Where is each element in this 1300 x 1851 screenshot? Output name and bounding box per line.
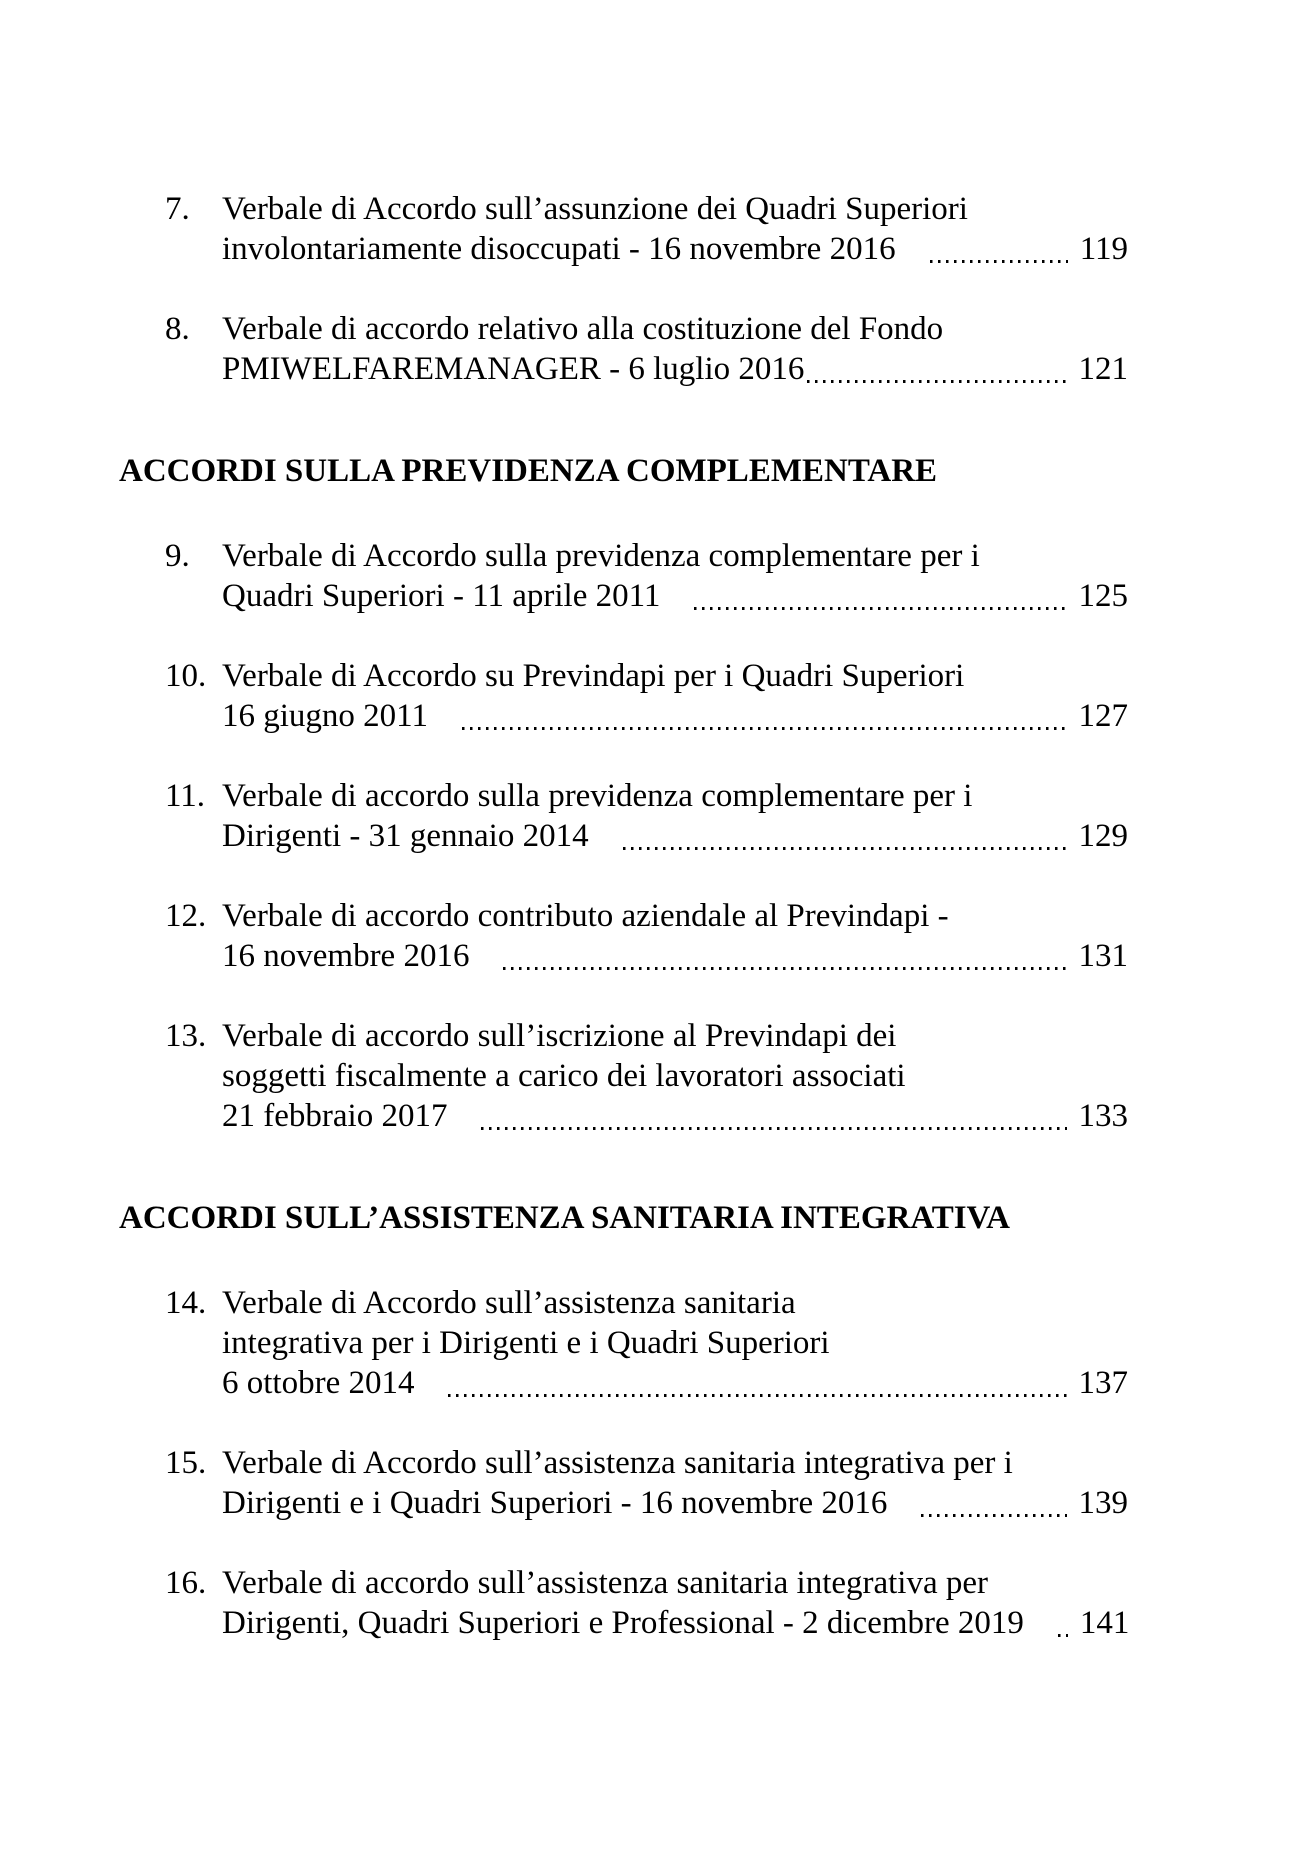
toc-entry-line: Verbale di Accordo sull’assistenza sanitaria integrativa per i [222, 1445, 1013, 1481]
toc-entry-line: Verbale di Accordo sull’assunzione dei Quadri Superiori [222, 191, 968, 227]
toc-page-number: 139 [1078, 1485, 1128, 1521]
toc-dot-leader [448, 1394, 1066, 1397]
toc-entry [119, 309, 1128, 389]
toc-page-number: 141 [1079, 1605, 1130, 1641]
toc-entry [119, 1563, 1128, 1643]
toc-entry [119, 189, 1128, 269]
toc-entry [119, 776, 1128, 856]
section-heading: ACCORDI SULLA PREVIDENZA COMPLEMENTARE [119, 453, 938, 489]
toc-entry-last-line [222, 576, 1128, 616]
toc-page-number: 129 [1078, 818, 1128, 854]
toc-page-number: 131 [1078, 938, 1128, 974]
toc-dot-leader [921, 1514, 1066, 1517]
toc-dot-leader [1058, 1634, 1068, 1637]
toc-entry [119, 1016, 1128, 1136]
toc-entry-last-line [222, 816, 1128, 856]
toc-dot-leader [503, 967, 1066, 970]
toc-page-number: 119 [1079, 231, 1128, 267]
toc-entry-line: 16 giugno 2011 [222, 698, 428, 734]
toc-entry-number: 13. [165, 1018, 207, 1054]
toc-entry [119, 536, 1128, 616]
toc-entry-number: 16. [165, 1565, 207, 1601]
toc-entry-line: Verbale di accordo sulla previdenza complementare per i [222, 778, 973, 814]
toc-entry-line: Verbale di accordo contributo aziendale al Previndapi - [222, 898, 949, 934]
toc-entry-line: Dirigenti e i Quadri Superiori - 16 novembre 2016 [222, 1485, 888, 1521]
toc-entry-line: Verbale di Accordo sull’assistenza sanitaria [222, 1285, 796, 1321]
toc-entry-line: PMIWELFAREMANAGER - 6 luglio 2016 [222, 351, 805, 387]
toc-entry-line: 16 novembre 2016 [222, 938, 470, 974]
toc-entry-last-line [222, 349, 1128, 389]
toc-entry-number: 9. [165, 538, 190, 574]
toc-entry-line: 21 febbraio 2017 [222, 1098, 448, 1134]
toc-dot-leader [807, 380, 1066, 383]
toc-entry-number: 8. [165, 311, 190, 347]
toc-page-number: 125 [1078, 578, 1128, 614]
toc-entry-line: Verbale di Accordo su Previndapi per i Quadri Superiori [222, 658, 965, 694]
toc-entry [119, 896, 1128, 976]
toc-entry-line: Quadri Superiori - 11 aprile 2011 [222, 578, 661, 614]
toc-entry-line: Verbale di Accordo sulla previdenza complementare per i [222, 538, 980, 574]
toc-entry-line: Verbale di accordo sull’iscrizione al Previndapi dei [222, 1018, 897, 1054]
toc-entry [119, 1443, 1128, 1523]
toc-entry-last-line [222, 229, 1128, 269]
toc-entry-number: 12. [165, 898, 207, 934]
toc-entry-last-line [222, 1483, 1128, 1523]
toc-entry-line: integrativa per i Dirigenti e i Quadri Superiori [222, 1325, 830, 1361]
toc-page-number: 121 [1078, 351, 1128, 387]
toc-entry-number: 15. [165, 1445, 207, 1481]
toc-entry-line: Dirigenti - 31 gennaio 2014 [222, 818, 589, 854]
toc-entry-number: 7. [165, 191, 190, 227]
section-heading: ACCORDI SULL’ASSISTENZA SANITARIA INTEGRATIVA [119, 1200, 1010, 1236]
toc-entry-number: 14. [165, 1285, 207, 1321]
toc-entry-last-line [222, 1363, 1128, 1403]
toc-page-number: 137 [1078, 1365, 1128, 1401]
toc-entry-last-line [222, 936, 1128, 976]
toc-entry-line: Verbale di accordo sull’assistenza sanitaria integrativa per [222, 1565, 989, 1601]
toc-entry-last-line [222, 696, 1128, 736]
toc-entry [119, 656, 1128, 736]
toc-page-number: 127 [1078, 698, 1128, 734]
toc-entry [119, 1283, 1128, 1403]
toc-entry-line: Verbale di accordo relativo alla costituzione del Fondo [222, 311, 944, 347]
toc-entry-number: 11. [165, 778, 206, 814]
toc-entry-line: involontariamente disoccupati - 16 novembre 2016 [222, 231, 896, 267]
toc-entry-line: 6 ottobre 2014 [222, 1365, 415, 1401]
toc-dot-leader [930, 260, 1068, 263]
toc-dot-leader [481, 1127, 1066, 1130]
toc-entry-last-line [222, 1603, 1128, 1643]
toc-dot-leader [623, 847, 1067, 850]
toc-entry-line: soggetti fiscalmente a carico dei lavoratori associati [222, 1058, 906, 1094]
toc-dot-leader [694, 607, 1066, 610]
toc-entry-number: 10. [165, 658, 207, 694]
toc-entry-line: Dirigenti, Quadri Superiori e Professional - 2 dicembre 2019 [222, 1605, 1024, 1641]
toc-entry-last-line [222, 1096, 1128, 1136]
toc-page-number: 133 [1078, 1098, 1128, 1134]
toc-dot-leader [462, 727, 1067, 730]
